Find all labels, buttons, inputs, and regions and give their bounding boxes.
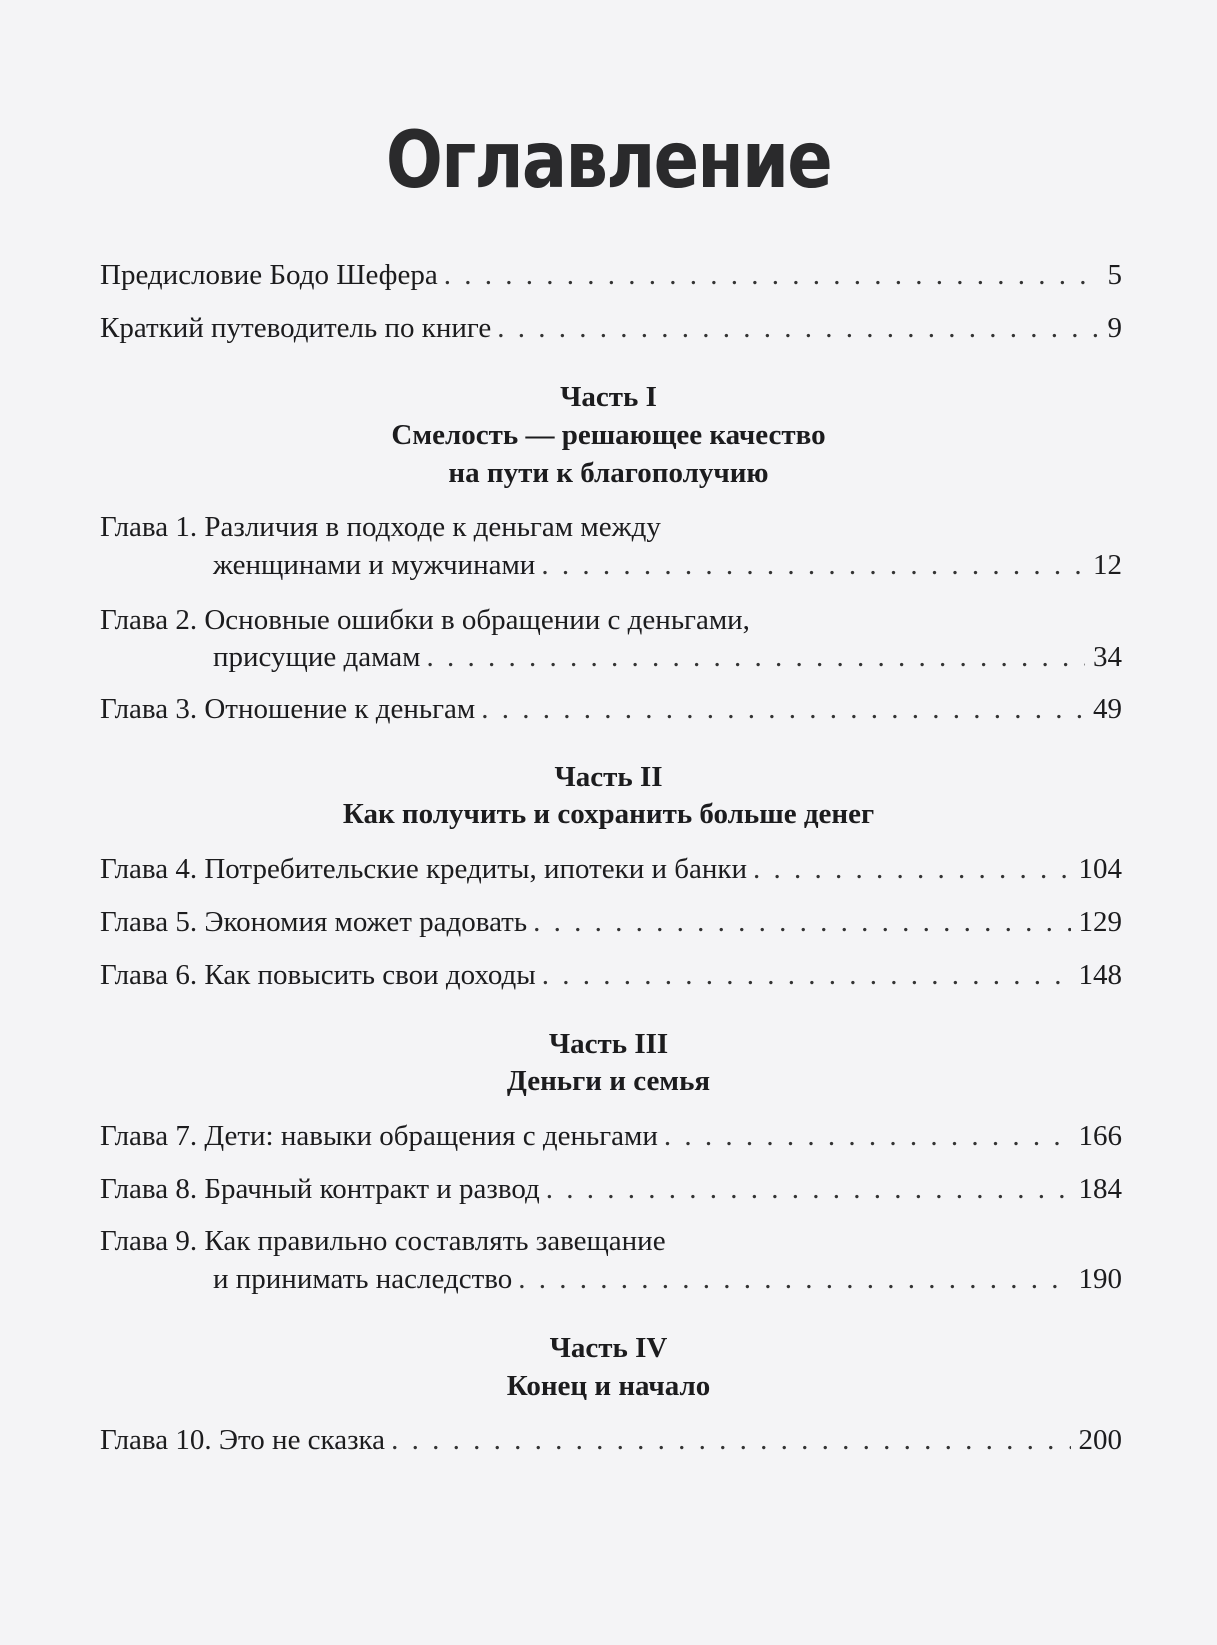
leader-dots bbox=[542, 958, 1071, 992]
part-subtitle: Конец и начало bbox=[506, 1370, 711, 1402]
toc-page-number: 166 bbox=[1078, 1120, 1122, 1152]
page-title: Оглавление bbox=[385, 116, 832, 206]
toc-entry-text: Глава 4. Потребительские кредиты, ипотеки и банки bbox=[100, 853, 748, 885]
toc-entry-foreword[interactable] bbox=[100, 258, 1122, 292]
toc-page-number: 200 bbox=[1078, 1424, 1122, 1456]
toc-chapter-7[interactable] bbox=[100, 1119, 1122, 1153]
toc-entry-text: Краткий путеводитель по книге bbox=[100, 312, 492, 344]
leader-dots bbox=[481, 692, 1085, 726]
leader-dots bbox=[546, 1172, 1071, 1206]
toc-chapter-8[interactable] bbox=[100, 1172, 1122, 1206]
part-subtitle: Как получить и сохранить больше денег bbox=[342, 798, 875, 830]
toc-page-number: 104 bbox=[1078, 853, 1122, 885]
toc-entry-text: и принимать наследство bbox=[213, 1263, 513, 1295]
toc-page-number: 5 bbox=[1107, 259, 1122, 291]
toc-entry-text: Глава 7. Дети: навыки обращения с деньгами bbox=[100, 1120, 658, 1152]
toc-entry-guide[interactable] bbox=[100, 311, 1122, 345]
leader-dots bbox=[497, 311, 1099, 345]
leader-dots bbox=[533, 905, 1070, 939]
part-heading: Часть II bbox=[554, 761, 663, 793]
toc-entry-text: Глава 5. Экономия может радовать bbox=[100, 906, 528, 938]
toc-entry-text: Глава 1. Различия в подходе к деньгам между bbox=[100, 511, 661, 543]
leader-dots bbox=[444, 258, 1100, 292]
toc-chapter-2-line2[interactable] bbox=[213, 640, 1122, 674]
toc-entry-text: женщинами и мужчинами bbox=[213, 549, 536, 581]
leader-dots bbox=[391, 1423, 1070, 1457]
leader-dots bbox=[753, 852, 1070, 886]
toc-chapter-9-line2[interactable] bbox=[213, 1262, 1122, 1296]
toc-page-number: 148 bbox=[1078, 959, 1122, 991]
toc-chapter-1-line2[interactable] bbox=[213, 548, 1122, 582]
toc-entry-text: Предисловие Бодо Шефера bbox=[100, 259, 438, 291]
toc-chapter-9-line1[interactable] bbox=[100, 1224, 672, 1258]
toc-page-number: 49 bbox=[1093, 693, 1122, 725]
part-heading: Часть III bbox=[548, 1028, 669, 1060]
toc-chapter-10[interactable] bbox=[100, 1423, 1122, 1457]
toc-chapter-1-line1[interactable] bbox=[100, 510, 667, 544]
leader-dots bbox=[427, 640, 1085, 674]
toc-chapter-3[interactable] bbox=[100, 692, 1122, 726]
toc-entry-text: Глава 8. Брачный контракт и развод bbox=[100, 1173, 540, 1205]
part-subtitle: Деньги и семья bbox=[506, 1065, 711, 1097]
leader-dots bbox=[518, 1262, 1070, 1296]
toc-entry-text: присущие дамам bbox=[213, 641, 421, 673]
toc-entry-text: Глава 10. Это не сказка bbox=[100, 1424, 386, 1456]
part-subtitle: Смелость — решающее качество bbox=[391, 419, 826, 451]
toc-page-number: 34 bbox=[1093, 641, 1122, 673]
toc-page-number: 9 bbox=[1107, 312, 1122, 344]
toc-chapter-2-line1[interactable] bbox=[100, 603, 756, 637]
toc-page-number: 184 bbox=[1078, 1173, 1122, 1205]
toc-page-number: 12 bbox=[1093, 549, 1122, 581]
toc-entry-text: Глава 9. Как правильно составлять завещание bbox=[100, 1225, 666, 1257]
toc-chapter-6[interactable] bbox=[100, 958, 1122, 992]
leader-dots bbox=[664, 1119, 1071, 1153]
toc-chapter-4[interactable] bbox=[100, 852, 1122, 886]
toc-page-number: 129 bbox=[1078, 906, 1122, 938]
toc-entry-text: Глава 3. Отношение к деньгам bbox=[100, 693, 476, 725]
toc-chapter-5[interactable] bbox=[100, 905, 1122, 939]
toc-entry-text: Глава 6. Как повысить свои доходы bbox=[100, 959, 536, 991]
part-subtitle: на пути к благополучию bbox=[448, 457, 769, 489]
toc-page-number: 190 bbox=[1078, 1263, 1122, 1295]
part-heading: Часть I bbox=[560, 381, 657, 413]
part-heading: Часть IV bbox=[549, 1332, 668, 1364]
toc-entry-text: Глава 2. Основные ошибки в обращении с деньгами, bbox=[100, 604, 750, 636]
leader-dots bbox=[541, 548, 1085, 582]
